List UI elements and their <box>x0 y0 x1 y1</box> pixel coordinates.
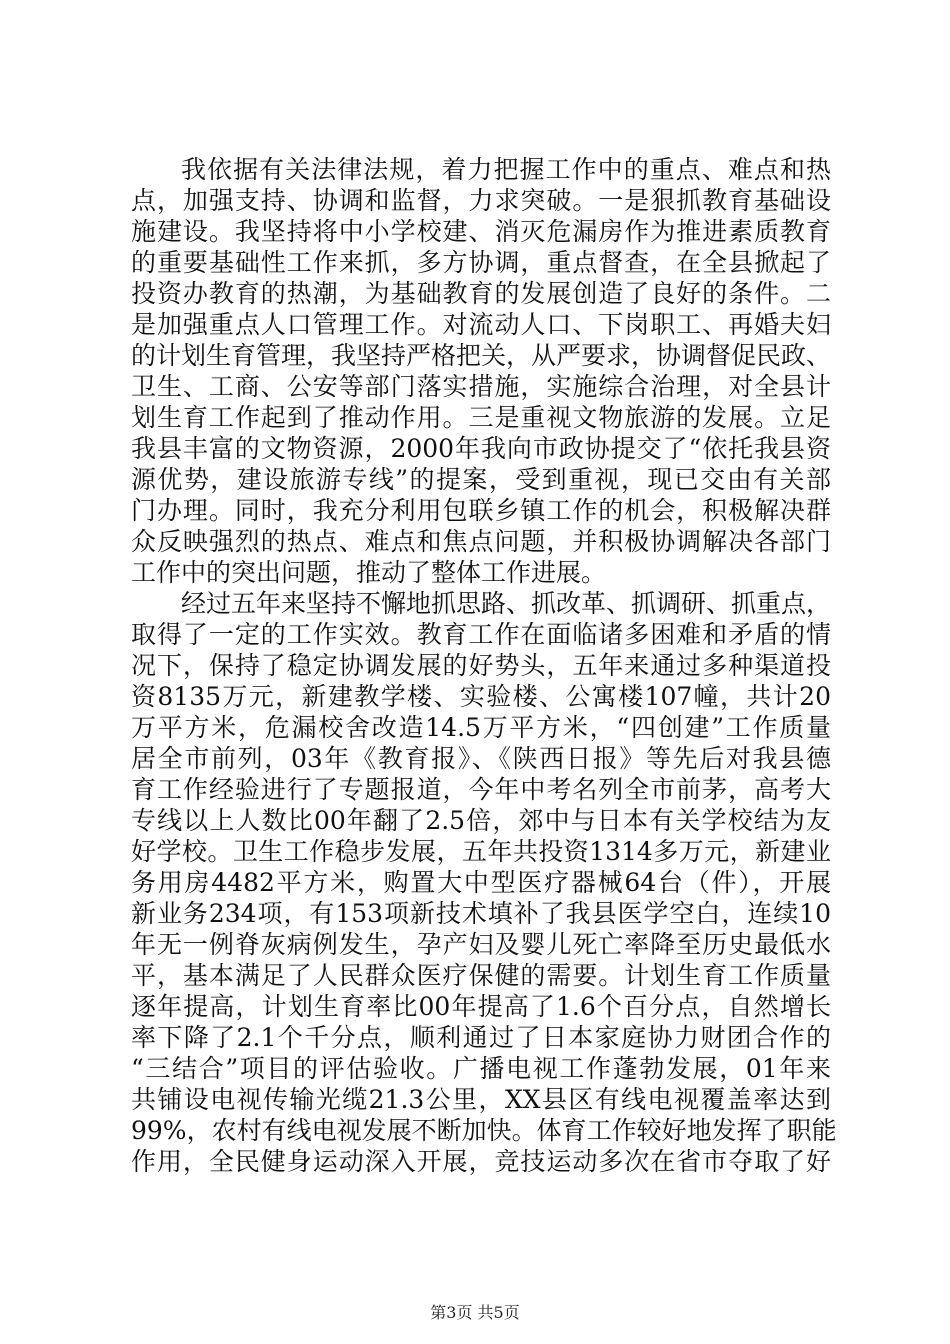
text-line: 众反映强烈的热点、难点和焦点问题，并积极协调解决各部门 <box>131 527 831 556</box>
text-line: 是加强重点人口管理工作。对流动人口、下岗职工、再婚夫妇 <box>131 310 831 339</box>
text-line: 卫生、工商、公安等部门落实措施，实施综合治理，对全县计 <box>131 372 831 401</box>
text-line: 务用房4482平方米，购置大中型医疗器械64台（件），开展 <box>131 868 831 897</box>
text-line: 资8135万元，新建教学楼、实验楼、公寓楼107幢，共计20 <box>131 682 831 711</box>
text-line: 专线以上人数比00年翻了2.5倍，郊中与日本有关学校结为友 <box>131 806 831 835</box>
text-line: 我县丰富的文物资源，2000年我向市政协提交了“依托我县资 <box>131 434 831 463</box>
text-line: 点，加强支持、协调和监督，力求突破。一是狠抓教育基础设 <box>131 186 831 215</box>
text-line: 的重要基础性工作来抓，多方协调，重点督查，在全县掀起了 <box>131 248 831 277</box>
text-line: 年无一例脊灰病例发生，孕产妇及婴儿死亡率降至历史最低水 <box>131 930 831 959</box>
text-line: 逐年提高，计划生育率比00年提高了1.6个百分点，自然增长 <box>131 992 831 1021</box>
text-line: 好学校。卫生工作稳步发展，五年共投资1314多万元，新建业 <box>131 837 831 866</box>
text-line: 99%，农村有线电视发展不断加快。体育工作较好地发挥了职能 <box>131 1116 837 1145</box>
text-line: 我依据有关法律法规，着力把握工作中的重点、难点和热 <box>181 155 831 184</box>
text-line: 共铺设电视传输光缆21.3公里，XX县区有线电视覆盖率达到 <box>131 1085 831 1114</box>
text-line: 经过五年来坚持不懈地抓思路、抓改革、抓调研、抓重点， <box>181 589 832 618</box>
text-line: 取得了一定的工作实效。教育工作在面临诸多困难和矛盾的情 <box>131 620 831 649</box>
page-number-footer: 第3页 共5页 <box>430 1303 520 1322</box>
text-line: 率下降了2.1个千分点，顺利通过了日本家庭协力财团合作的 <box>131 1023 831 1052</box>
text-line: 居全市前列，03年《教育报》、《陕西日报》等先后对我县德 <box>131 744 831 773</box>
text-line: 施建设。我坚持将中小学校建、消灭危漏房作为推进素质教育 <box>131 217 831 246</box>
text-line: 的计划生育管理，我坚持严格把关，从严要求，协调督促民政、 <box>131 341 832 370</box>
text-line: 工作中的突出问题，推动了整体工作进展。 <box>131 558 607 587</box>
text-line: 划生育工作起到了推动作用。三是重视文物旅游的发展。立足 <box>131 403 831 432</box>
text-line: 作用，全民健身运动深入开展，竞技运动多次在省市夺取了好 <box>131 1147 831 1176</box>
text-line: 况下，保持了稳定协调发展的好势头，五年来通过多种渠道投 <box>131 651 831 680</box>
document-body <box>131 154 837 1177</box>
text-line: 育工作经验进行了专题报道，今年中考名列全市前茅，高考大 <box>131 775 831 804</box>
text-line: 投资办教育的热潮，为基础教育的发展创造了良好的条件。二 <box>131 279 831 308</box>
text-line: 源优势，建设旅游专线”的提案，受到重视，现已交由有关部 <box>131 465 831 494</box>
text-line: “三结合”项目的评估验收。广播电视工作蓬勃发展，01年来 <box>131 1054 831 1083</box>
text-line: 万平方米，危漏校舍改造14.5万平方米，“四创建”工作质量 <box>131 713 831 742</box>
paragraph-1 <box>131 154 831 588</box>
text-line: 平，基本满足了人民群众医疗保健的需要。计划生育工作质量 <box>131 961 831 990</box>
paragraph-2 <box>131 588 837 1177</box>
text-line: 门办理。同时，我充分利用包联乡镇工作的机会，积极解决群 <box>131 496 831 525</box>
text-line: 新业务234项，有153项新技术填补了我县医学空白，连续10 <box>131 899 831 928</box>
